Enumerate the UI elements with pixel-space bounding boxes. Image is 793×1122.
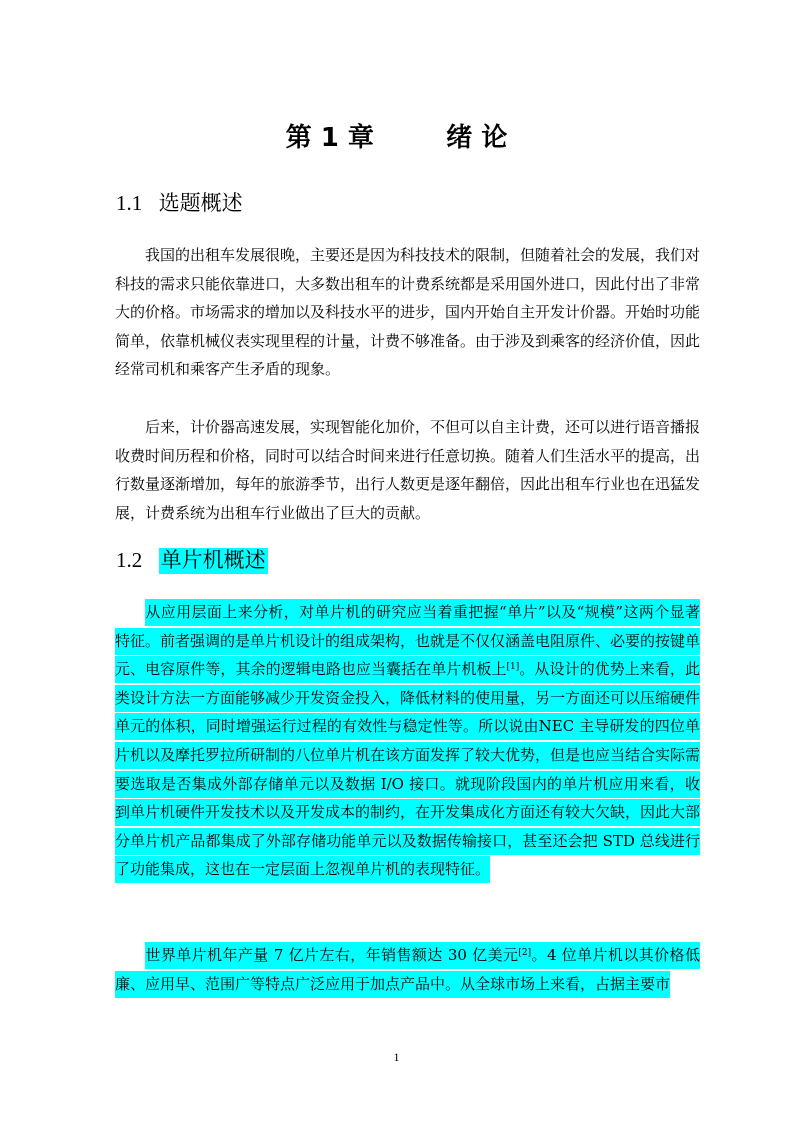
paragraph: 我国的出租车发展很晚，主要还是因为科技技术的限制，但随着社会的发展，我们对科技的需求只能依靠进口，大多数出租车的计费系统都是采用国外进口，因此付出了非常大的价格。市场需求的增加以及科技水平的进步，国内开始自主开发计价器。开始时功能简单，依靠机械仪表实现里程的计量，计费不够准备。由于涉及到乘客的经济价值，因此经常司机和乘客产生矛盾的现象。: [115, 246, 701, 379]
section-title: 选题概述: [158, 191, 243, 215]
citation-ref[interactable]: [1]: [506, 662, 520, 673]
paragraph-highlighted: 从应用层面上来分析，对单片机的研究应当着重把握“单片”以及“规模”这两个显著特征。前者强调的是单片机设计的组成架构，也就是不仅仅涵盖电阻原件、必要的按键单元、电容原件等，其余的逻辑电路也应当囊括在单片机板上[1]。从设计的优势上来看，此类设计方法一方面能够减少开发资金投入，降低材料的使用量，另一方面还可以压缩硬件单元的体积，同时增强运行过程的有效性与稳定性等。所以说由NEC 主导研发的四位单片机以及摩托罗拉所研制的八位单片机在该方面发挥了较大优势，但是也应当结合实际需要选取是否集成外部存储单元以及数据 I/O 接口。就现阶段国内的单片机应用来看，收到单片机硬件开发技术以及开发成本的制约，在开发集成化方面还有较大欠缺，因此大部分单片机产品都集成了外部存储功能单元以及数据传输接口，甚至还会把 STD 总线进行了功能集成，这也在一定层面上忽视单片机的表现特征。: [115, 598, 700, 884]
section-heading-1-1: [116, 188, 243, 218]
paragraph: 后来，计价器高速发展，实现智能化加价，不但可以自主计费，还可以进行语音播报收费时间历程和价格，同时可以结合时间来进行任意切换。随着人们生活水平的提高，出行数量逐渐增加，每年的旅游季节，出行人数更是逐年翻倍，因此出租车行业也在迅猛发展，计费系统为出租车行业做出了巨大的贡献。: [115, 418, 701, 522]
chapter-title: 第 1 章 绪 论: [285, 123, 508, 153]
section-number: 1.1: [116, 191, 143, 215]
section-heading-1-2: [116, 545, 268, 575]
paragraph-highlighted: 世界单片机年产量 7 亿片左右，年销售额达 30 亿美元[2]。4 位单片机以其价格低廉、应用早、范围广等特点广泛应用于加点产品中。从全球市场上来看，占据主要市: [115, 941, 700, 998]
page-number: 1: [393, 1050, 400, 1064]
section-number: 1.2: [116, 548, 143, 572]
citation-ref[interactable]: [2]: [518, 948, 532, 958]
section-title-highlighted: 单片机概述: [160, 548, 266, 572]
